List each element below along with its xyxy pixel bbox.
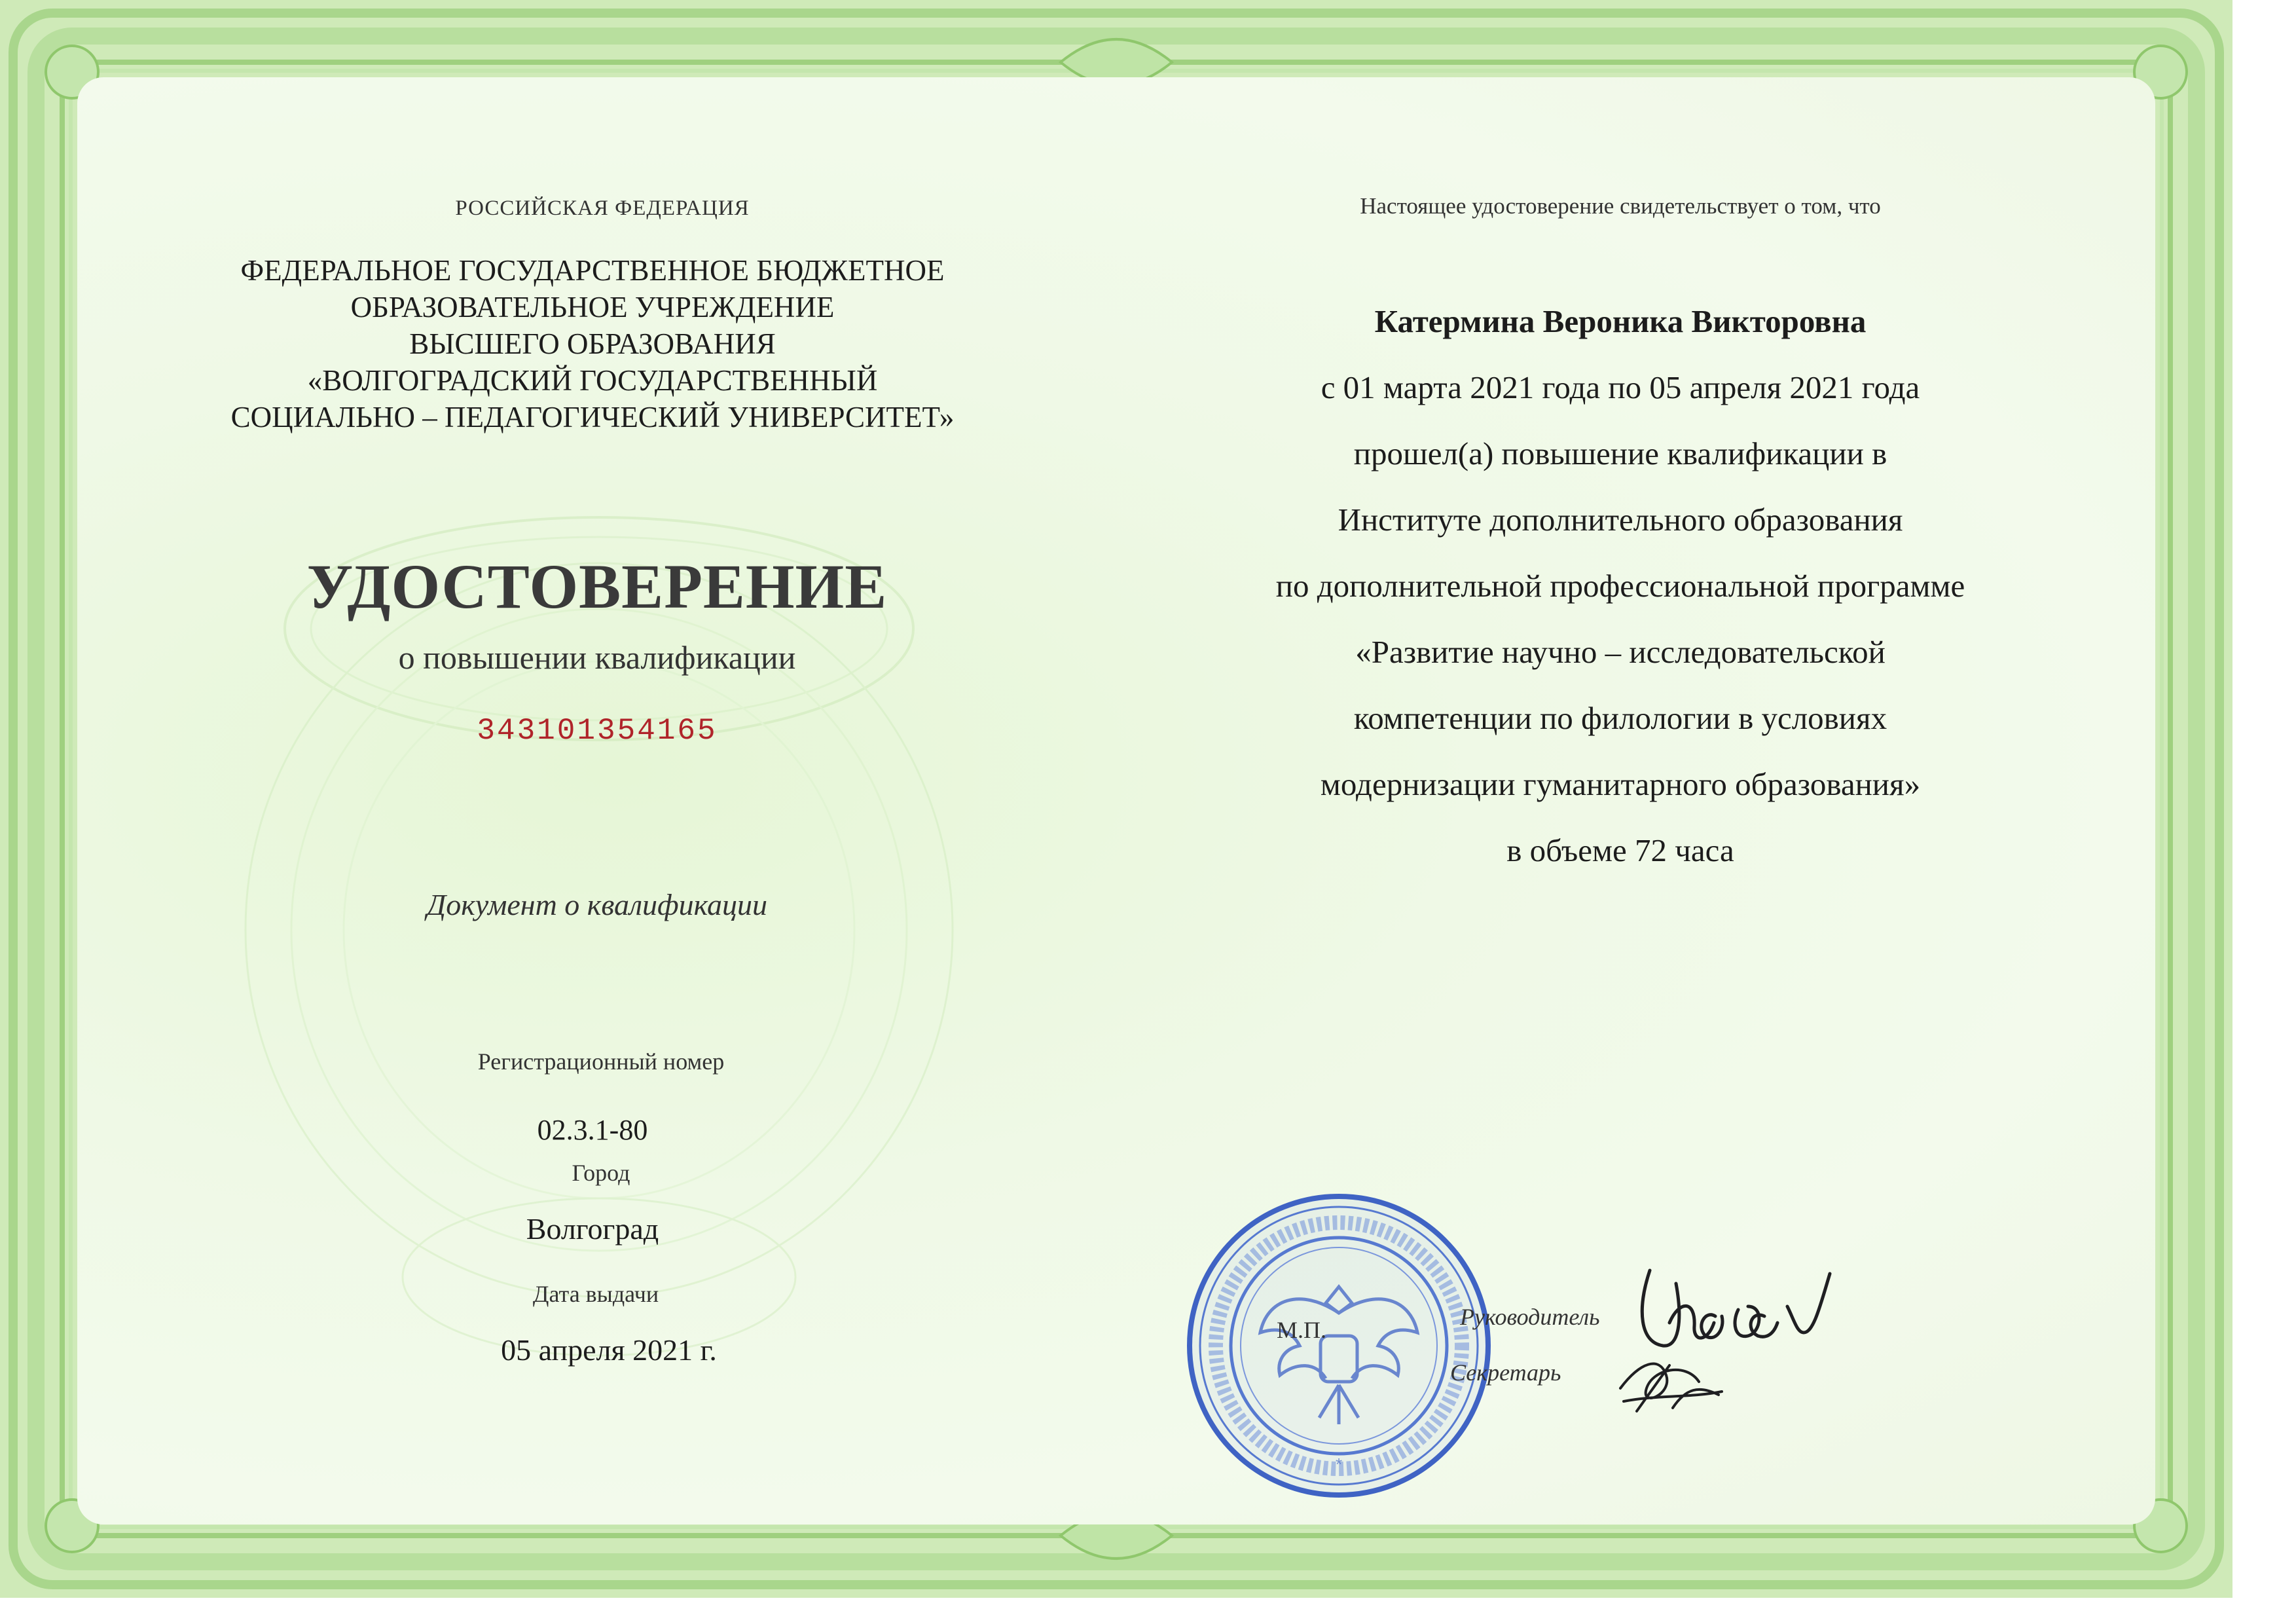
institution-line: ФЕДЕРАЛЬНОЕ ГОСУДАРСТВЕННОЕ БЮДЖЕТНОЕ — [240, 254, 945, 287]
issue-date-label: Дата выдачи — [532, 1281, 659, 1307]
stamp-label: М.П. — [1277, 1317, 1327, 1343]
certificate-intro: Настоящее удостоверение свидетельствует о том, что — [1360, 193, 1881, 219]
holder-name: Катермина Вероника Викторовна — [1374, 303, 1867, 339]
issue-date-value: 05 апреля 2021 г. — [501, 1333, 717, 1367]
body-line: модернизации гуманитарного образования» — [1320, 766, 1921, 802]
signature-secretary-icon — [1611, 1349, 1728, 1421]
city-value: Волгоград — [526, 1212, 659, 1246]
body-line: в объеме 72 часа — [1506, 832, 1734, 868]
registration-label: Регистрационный номер — [477, 1048, 725, 1075]
serial-number: 343101354165 — [477, 714, 718, 748]
body-line: по дополнительной профессиональной программе — [1275, 568, 1965, 604]
official-seal-icon — [1182, 1189, 1496, 1503]
body-line: компетенции по филологии в условиях — [1353, 700, 1887, 736]
svg-text:*: * — [1335, 1454, 1343, 1474]
country-label: РОССИЙСКАЯ ФЕДЕРАЦИЯ — [455, 196, 750, 220]
institution-line: ВЫСШЕГО ОБРАЗОВАНИЯ — [409, 327, 776, 360]
certificate-subtitle: о повышении квалификации — [398, 639, 796, 676]
certificate-body — [1097, 288, 2144, 883]
body-line: прошел(а) повышение квалификации в — [1353, 435, 1887, 471]
body-line: Институте дополнительного образования — [1338, 502, 1903, 538]
registration-number: 02.3.1-80 — [537, 1114, 648, 1146]
secretary-label: Секретарь — [1450, 1359, 1561, 1386]
city-label: Город — [572, 1160, 630, 1186]
certificate-title: УДОСТОВЕРЕНИЕ — [306, 551, 888, 621]
institution-line: ОБРАЗОВАТЕЛЬНОЕ УЧРЕЖДЕНИЕ — [350, 291, 835, 323]
head-label: Руководитель — [1460, 1304, 1600, 1330]
document-type: Документ о квалификации — [426, 888, 768, 921]
body-line: с 01 марта 2021 года по 05 апреля 2021 года — [1321, 369, 1920, 405]
institution-name — [167, 252, 1018, 435]
institution-line: СОЦИАЛЬНО – ПЕДАГОГИЧЕСКИЙ УНИВЕРСИТЕТ» — [230, 401, 955, 434]
institution-line: «ВОЛГОГРАДСКИЙ ГОСУДАРСТВЕННЫЙ — [307, 364, 878, 397]
body-line: «Развитие научно – исследовательской — [1355, 634, 1886, 670]
